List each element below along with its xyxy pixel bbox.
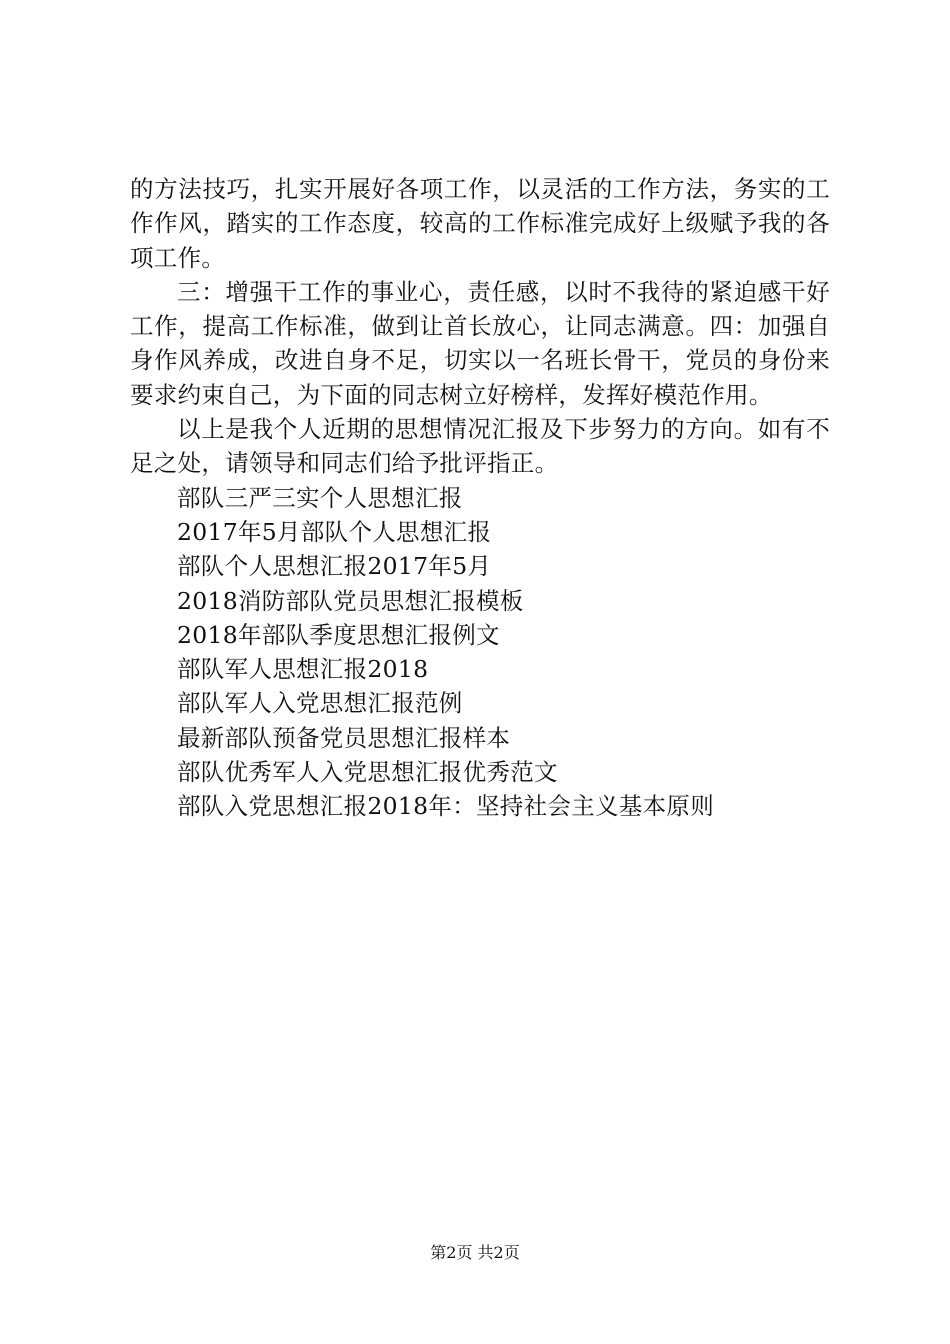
related-article-link[interactable]: 部队个人思想汇报2017年5月 [177,552,492,581]
page-number-label: 第2页 共2页 [430,1243,520,1262]
related-article-link[interactable]: 2017年5月部队个人思想汇报 [177,517,492,546]
related-article-link[interactable]: 部队三严三实个人思想汇报 [177,483,463,512]
related-article-link[interactable]: 最新部队预备党员思想汇报样本 [177,723,511,752]
related-article-link[interactable]: 部队军人思想汇报2018 [177,655,429,684]
related-article-link[interactable]: 2018消防部队党员思想汇报模板 [177,586,524,615]
related-articles-list [130,481,830,824]
related-article-link[interactable]: 2018年部队季度思想汇报例文 [177,620,500,649]
paragraph-point-three-four: 三：增强干工作的事业心，责任感，以时不我待的紧迫感干好工作，提高工作标准，做到让首长放心，让同志满意。四：加强自身作风养成，改进自身不足，切实以一名班长骨干，党员的身份来要求约束自己，为下面的同志树立好榜样，发挥好模范作用。 [130,277,830,409]
page-footer [0,1243,950,1263]
document-body [130,172,830,824]
paragraph-continuation: 的方法技巧，扎实开展好各项工作，以灵活的工作方法，务实的工作作风，踏实的工作态度，较高的工作标准完成好上级赋予我的各项工作。 [130,175,830,272]
related-article-link[interactable]: 部队入党思想汇报2018年：坚持社会主义基本原则 [177,792,715,821]
related-article-link[interactable]: 部队优秀军人入党思想汇报优秀范文 [177,758,558,787]
paragraph-conclusion: 以上是我个人近期的思想情况汇报及下步努力的方向。如有不足之处，请领导和同志们给予批评指正。 [130,415,830,478]
related-article-link[interactable]: 部队军人入党思想汇报范例 [177,689,463,718]
